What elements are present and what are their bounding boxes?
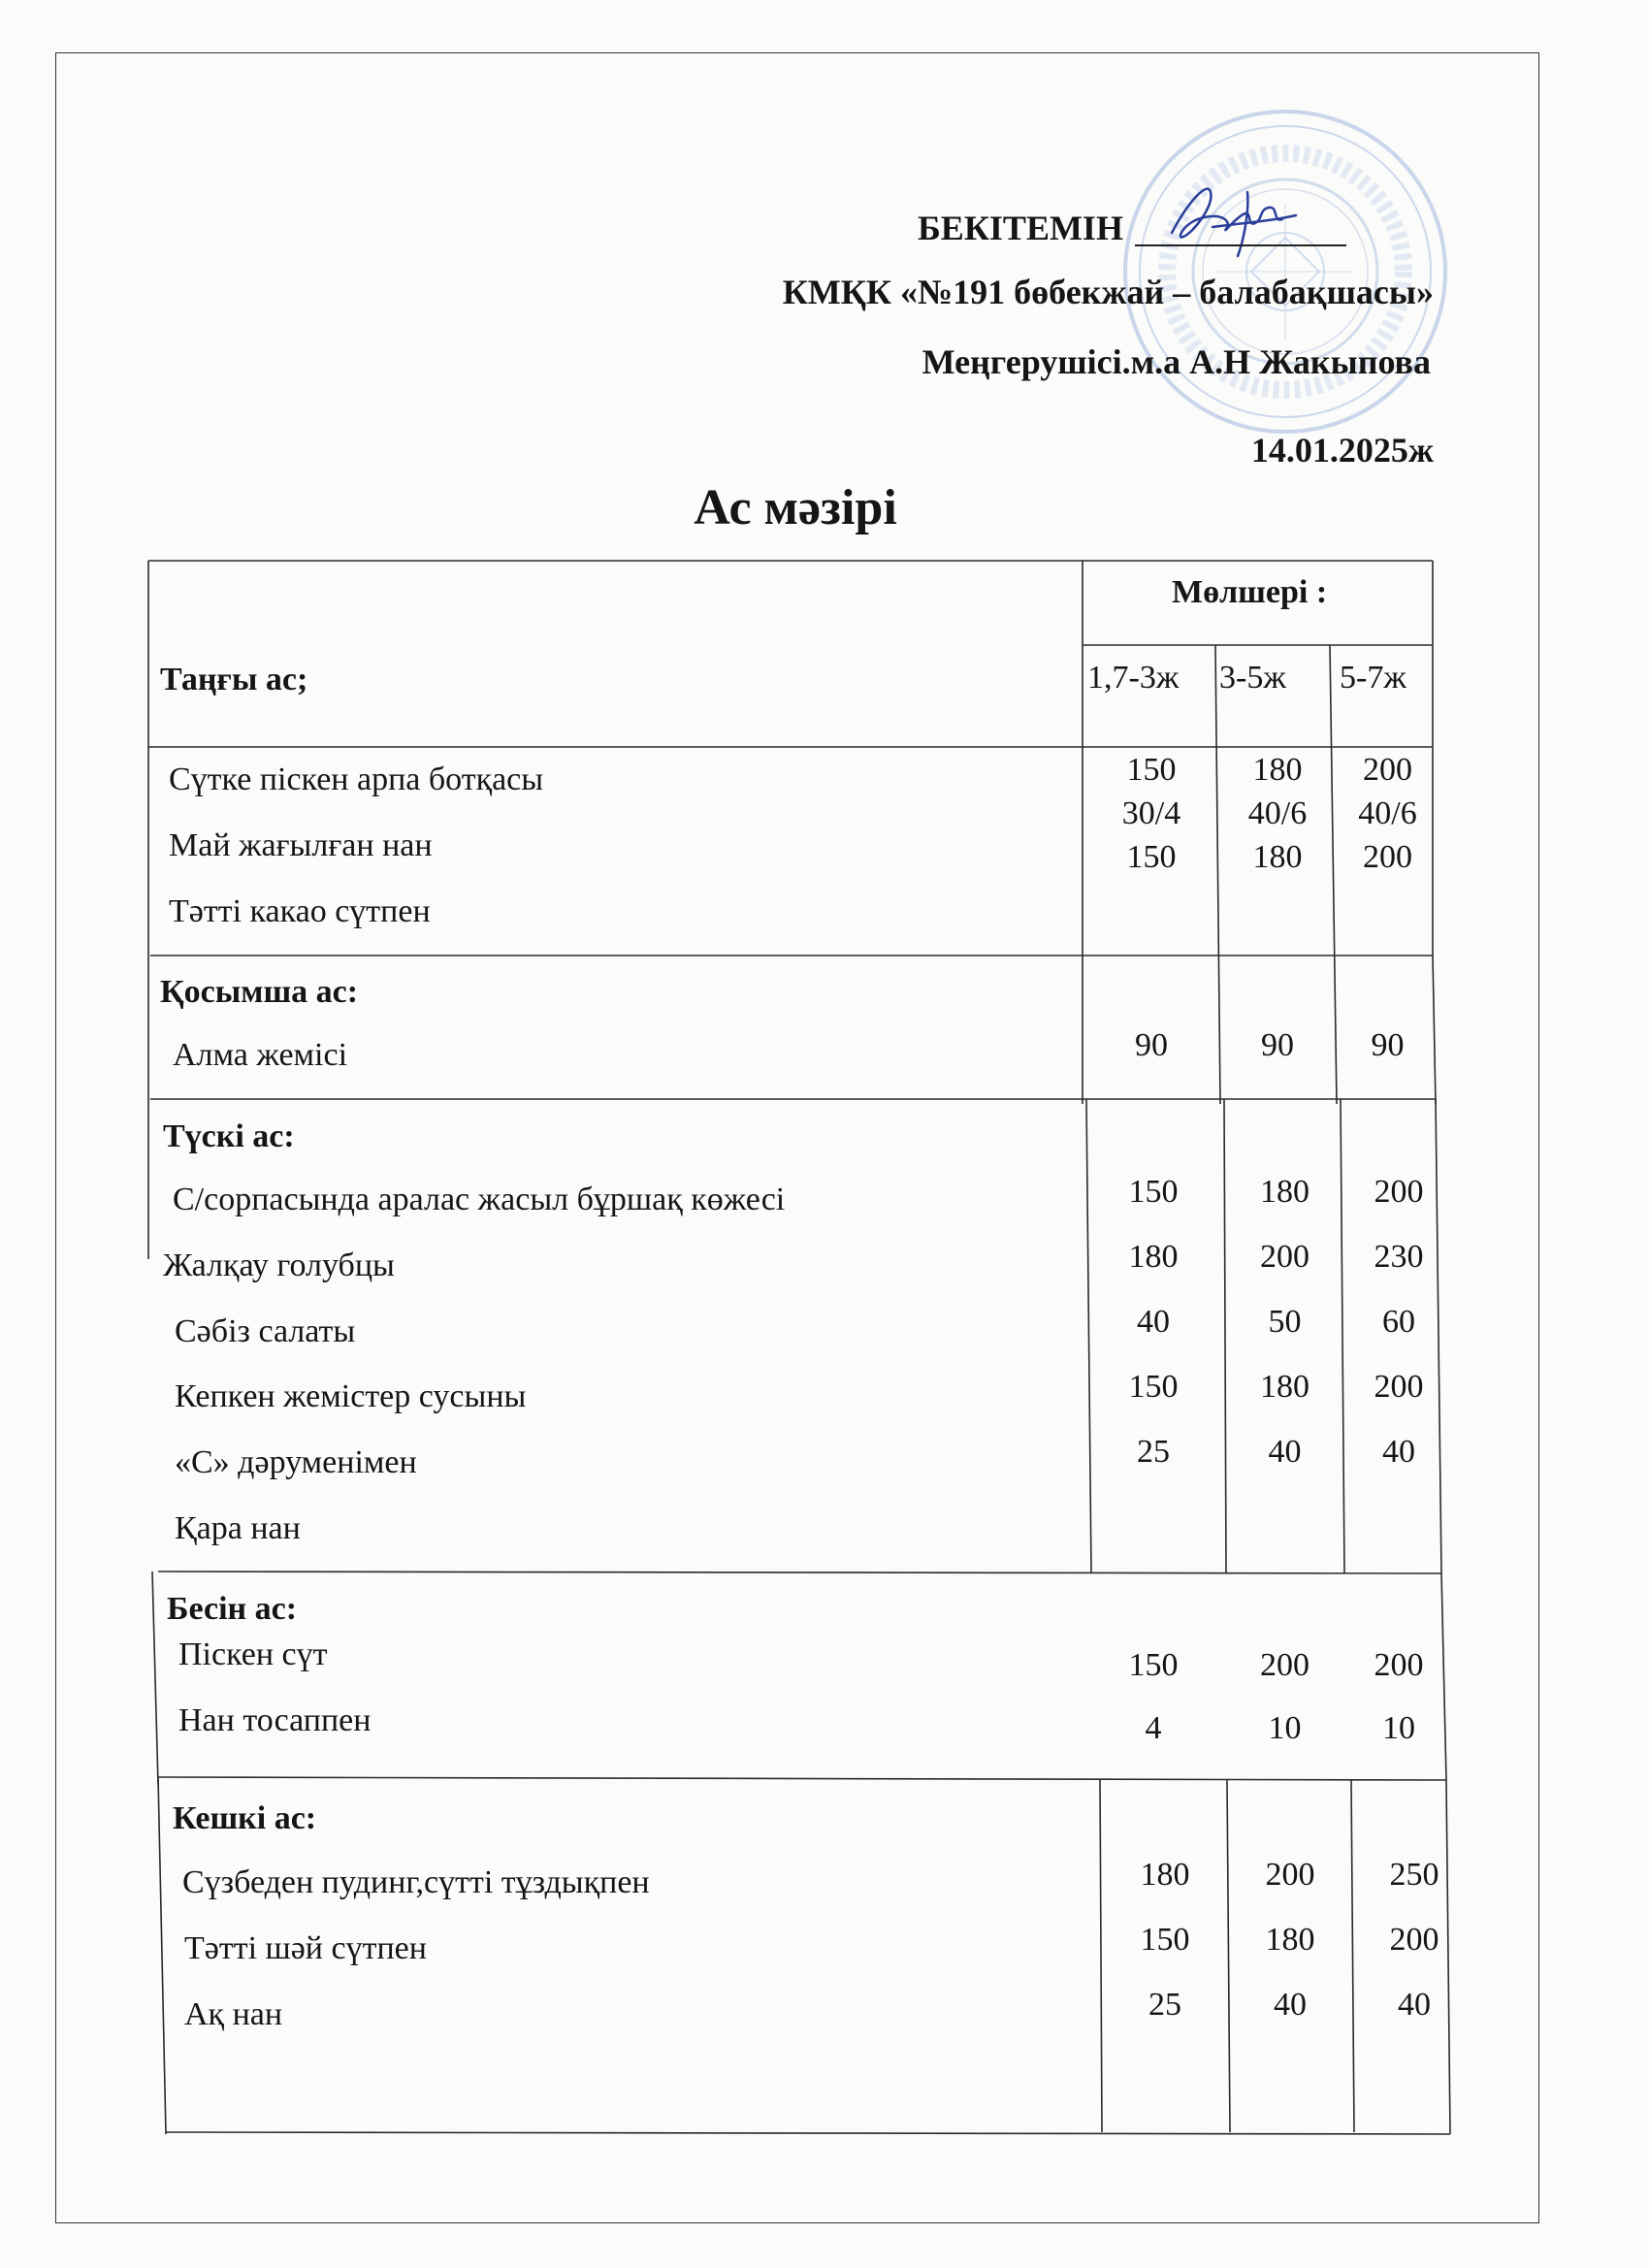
amount-cell: 40 (1398, 1987, 1431, 2023)
menu-item: Алма жемісі (173, 1037, 348, 1073)
menu-item: С/сорпасында аралас жасыл бұршақ көжесі (173, 1182, 786, 1217)
menu-item: Кепкен жемістер сусыны (175, 1378, 527, 1414)
age-column-1: 1,7-3ж (1087, 660, 1180, 696)
amount-cell: 40 (1382, 1434, 1415, 1470)
amount-cell: 50 (1268, 1304, 1302, 1340)
menu-item: Сүтке піскен арпа ботқасы (169, 761, 544, 797)
amount-cell: 200 (1374, 1174, 1424, 1210)
amount-cell: 10 (1382, 1710, 1415, 1746)
section-title: Кешкі ас: (173, 1800, 317, 1836)
age-column-3: 5-7ж (1340, 660, 1406, 696)
amount-cell: 200 (1374, 1369, 1424, 1405)
amount-cell: 180 (1252, 839, 1303, 875)
amount-header: Мөлшері : (1172, 574, 1328, 610)
amount-cell: 30/4 (1121, 795, 1181, 831)
approval-date: 14.01.2025ж (1250, 431, 1434, 470)
amount-cell: 90 (1371, 1027, 1405, 1063)
head-name: Меңгерушісі.м.а А.Н Жакыпова (922, 342, 1431, 381)
menu-item: «С» дәруменімен (175, 1444, 417, 1480)
menu-item: Ақ нан (184, 1996, 283, 2032)
amount-cell: 150 (1128, 1369, 1179, 1405)
breakfast-header: Таңғы ас; (160, 662, 308, 697)
menu-item: Тәтті шәй сүтпен (184, 1930, 427, 1966)
amount-cell: 4 (1145, 1710, 1162, 1746)
amount-cell: 90 (1261, 1027, 1294, 1063)
amount-cell: 200 (1363, 752, 1412, 788)
amount-cell: 200 (1260, 1239, 1310, 1275)
organization-name: КМҚК «№191 бөбекжай – балабақшасы» (782, 273, 1434, 311)
amount-cell: 230 (1374, 1239, 1424, 1275)
amount-cell: 150 (1128, 1647, 1179, 1683)
amount-cell: 25 (1137, 1434, 1170, 1470)
amount-cell: 60 (1382, 1304, 1415, 1340)
age-column-2: 3-5ж (1219, 660, 1286, 696)
menu-item: Піскен сүт (178, 1636, 328, 1672)
amount-cell: 200 (1389, 1922, 1439, 1958)
amount-cell: 40 (1137, 1304, 1170, 1340)
amount-cell: 40/6 (1247, 795, 1308, 831)
amount-cell: 90 (1135, 1027, 1168, 1063)
amount-cell: 150 (1126, 752, 1177, 788)
amount-cell: 200 (1260, 1647, 1310, 1683)
amount-cell: 180 (1260, 1174, 1310, 1210)
section-title: Қосымша ас: (160, 974, 359, 1010)
amount-cell: 25 (1148, 1987, 1181, 2023)
menu-item: Сүзбеден пудинг,сүтті тұздықпен (182, 1864, 650, 1900)
menu-item: Сәбіз салаты (175, 1313, 356, 1349)
amount-cell: 40 (1268, 1434, 1302, 1470)
amount-cell: 150 (1126, 839, 1177, 875)
menu-item: Нан тосаппен (178, 1702, 372, 1738)
amount-cell: 150 (1128, 1174, 1179, 1210)
menu-item: Қара нан (175, 1510, 301, 1546)
amount-cell: 40/6 (1358, 795, 1417, 831)
page-title: Ас мәзірі (694, 480, 897, 535)
amount-cell: 180 (1252, 752, 1303, 788)
amount-cell: 200 (1265, 1857, 1315, 1893)
amount-cell: 250 (1389, 1857, 1439, 1893)
section-title: Түскі ас: (163, 1118, 295, 1154)
amount-cell: 10 (1268, 1710, 1302, 1746)
amount-cell: 180 (1265, 1922, 1315, 1958)
approval-label: БЕКІТЕМІН (918, 209, 1123, 247)
amount-cell: 180 (1260, 1369, 1310, 1405)
amount-cell: 40 (1274, 1987, 1307, 2023)
menu-item: Жалқау голубцы (163, 1247, 395, 1283)
amount-cell: 200 (1374, 1647, 1424, 1683)
amount-cell: 180 (1128, 1239, 1179, 1275)
amount-cell: 200 (1363, 839, 1412, 875)
menu-item: Май жағылған нан (169, 827, 433, 863)
section-title: Бесін ас: (167, 1591, 298, 1627)
amount-cell: 180 (1140, 1857, 1190, 1893)
menu-item: Тәтті какао сүтпен (169, 893, 431, 929)
amount-cell: 150 (1140, 1922, 1190, 1958)
